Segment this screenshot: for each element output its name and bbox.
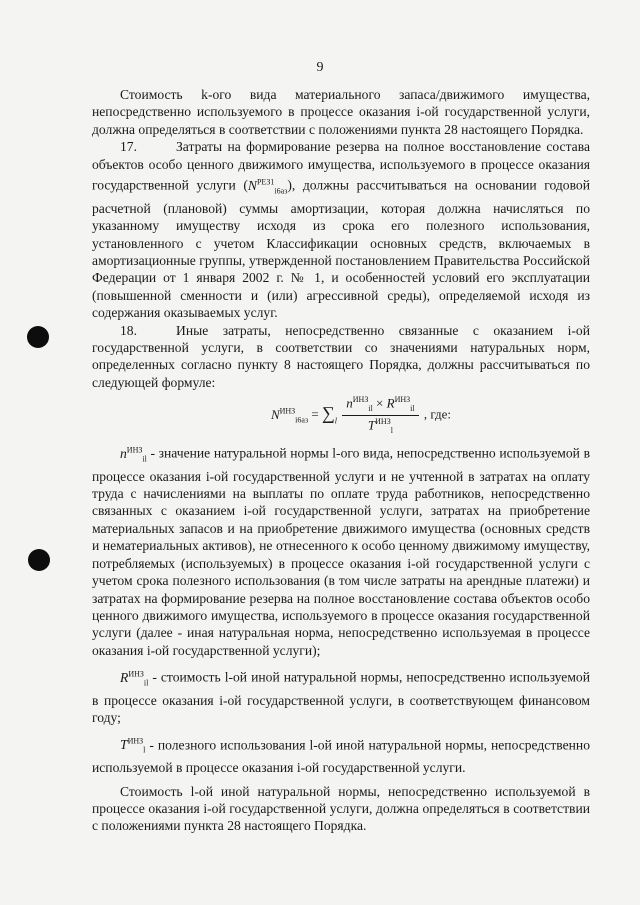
symbol-t-inz: $T^{ИНЗ}_l$ xyxy=(120,736,146,755)
paragraph-18 xyxy=(92,322,590,392)
paragraph-17 xyxy=(92,138,590,321)
formula-other-costs xyxy=(132,396,590,435)
paragraph-18-text: Иные затраты, непосредственно связанные с оказанием i-ой государственной услуги, в соответствии со значениями натуральных норм, определенных согласно пункту 8 настоящего Порядка, должны рассчитываться по следующей формуле: xyxy=(92,322,590,390)
page-number: 9 xyxy=(316,60,324,75)
paragraph-17-text-b: ), должны рассчитываться на основании годовой расчетной (плановой) суммы амортизации, которая должна начисляться по указанному имуществу исходя из срока его полезного использования, установленного с учетом Классификации основных средств, включаемых в амортизационные группы, утвержденной постановлением Правительства Российской Федерации от 1 января 2002 г. № 1, и особенностей условий его эксплуатации (повышенной сменности и (или) агрессивной среды), определяемой исходя из содержания оказываемых услуг. xyxy=(92,177,591,321)
paragraph-17-text-a: Затраты на формирование резерва на полное восстановление состава объектов особо ценного движимого имущества, используемого в процессе оказания государственной услуги ( xyxy=(92,139,590,193)
punch-hole-bottom xyxy=(28,549,50,571)
item-number-18: 18. xyxy=(120,322,137,338)
symbol-n-rez: $N^{РЕЗ1}_{i6аз}$ xyxy=(247,177,288,196)
formula-tail: , где: xyxy=(423,406,452,422)
paragraph-material-cost: Стоимость k-ого вида материального запаса/движимого имущества, непосредственно используемого в процессе оказания i-ой государственной услуги, должна определяться в соответствии с положениями пункта 28 настоящего Порядка. xyxy=(92,87,590,137)
formula-denominator: $T^{ИНЗ}_l$ xyxy=(367,417,393,435)
definition-r: $R^{ИНЗ}_{il}$ - стоимость l-ой иной натуральной нормы, непосредственно используемой в процессе оказания i-ой государственной услуги, в соответствующем финансовом году; xyxy=(92,669,590,726)
punch-hole-top xyxy=(27,326,49,348)
formula-lhs: $N^{ИНЗ}_{i6аз}$ xyxy=(270,406,309,425)
formula-sum: $\sum_l$ xyxy=(321,402,338,426)
definition-n: $n^{ИНЗ}_{il}$ - значение натуральной нормы l-ого вида, непосредственно используемой в процессе оказания i-ой государственной услуги и не учтенной в затратах на оплату труда с начислениями на выплаты по оплате труда работников, непосредственно связанных с оказанием i-ой государственной услуги, затратах на приобретение материальных запасов и на приобретение движимого имущества (основных средств и нематериальных активов), не отнесенного к особо ценному движимому имуществу, потребляемых (используемых) в процессе оказания i-ой государственной услуги с учетом срока полезного использования (в том числе затраты на арендные платежи) и затратах на формирование резерва на полное восстановление состава объектов особо ценного движимого имущества, используемого в процессе оказания государственной услуги (далее - иная натуральная норма, непосредственно используемая в процессе оказания i-ой государственной услуги); xyxy=(92,445,590,658)
formula-numerator: $n^{ИНЗ}_{il} \times R^{ИНЗ}_{il}$ xyxy=(342,396,418,416)
document-body xyxy=(92,86,590,835)
definition-t: $T^{ИНЗ}_l$ - полезного использования l-ой иной натуральной нормы, непосредственно используемой в процессе оказания i-ой государственной услуги. xyxy=(92,736,590,776)
formula-fraction xyxy=(342,396,418,435)
paragraph-final-cost: Стоимость l-ой иной натуральной нормы, непосредственно используемой в процессе оказания i-ой государственной услуги, должна определяться в соответствии с положениями пункта 28 настоящего Порядка. xyxy=(92,783,590,834)
item-number-17: 17. xyxy=(120,139,137,155)
symbol-r-inz: $R^{ИНЗ}_{il}$ xyxy=(120,669,149,688)
formula-equals: = xyxy=(311,406,319,422)
symbol-n-inz: $n^{ИНЗ}_{il}$ xyxy=(120,445,147,464)
